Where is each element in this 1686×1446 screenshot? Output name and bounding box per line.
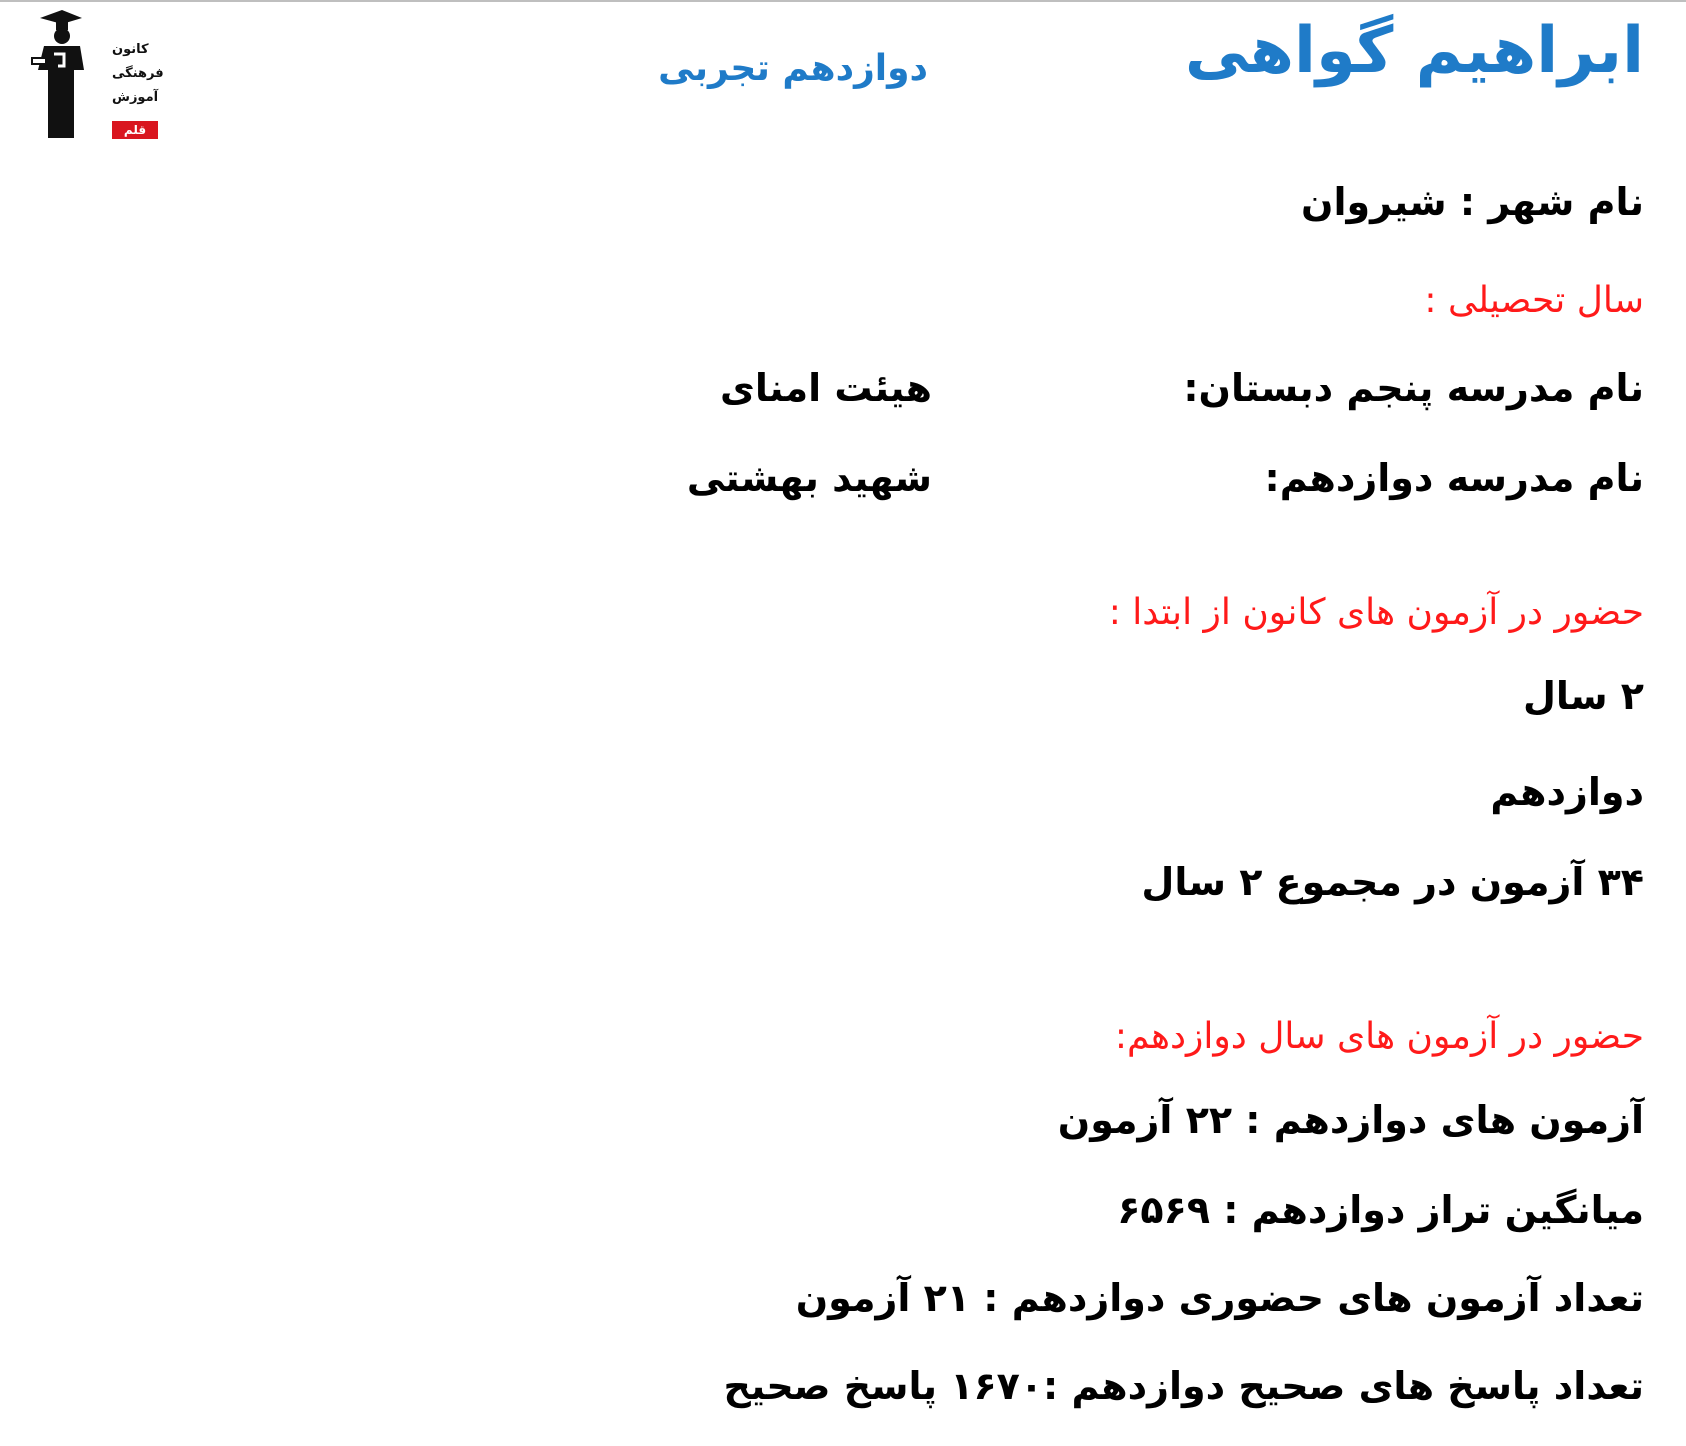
- logo-line-4: قلم چی: [112, 121, 158, 139]
- graduate-logo-icon: [30, 10, 85, 140]
- primary-school-label: نام مدرسه پنجم دبستان:: [1183, 366, 1644, 410]
- kanoon-grade: دوازدهم: [1490, 770, 1644, 814]
- twelfth-school-value: شهید بهشتی: [686, 456, 932, 500]
- twelfth-school-label: نام مدرسه دوازدهم:: [1264, 456, 1644, 500]
- kanoon-logo: [30, 10, 164, 155]
- twelfth-exams: آزمون های دوازدهم : ۲۲ آزمون: [1057, 1098, 1644, 1142]
- twelfth-stats-heading: حضور در آزمون های سال دوازدهم:: [1114, 1016, 1644, 1057]
- grade-title: دوازدهم تجربی: [658, 48, 928, 89]
- twelfth-avg-score: میانگین تراز دوازدهم : ۶۵۶۹: [1117, 1188, 1644, 1232]
- twelfth-correct-answers: تعداد پاسخ های صحیح دوازدهم :۱۶۷۰ پاسخ صحیح: [723, 1364, 1644, 1408]
- logo-line-3: آموزش: [112, 90, 159, 105]
- logo-line-2: فرهنگی: [112, 66, 164, 81]
- student-name: ابراهیم گواهی: [1184, 14, 1644, 88]
- primary-school-value: هیئت امنای: [720, 366, 932, 410]
- kanoon-years: ۲ سال: [1522, 674, 1644, 718]
- kanoon-total: ۳۴ آزمون در مجموع ۲ سال: [1141, 860, 1644, 904]
- academic-year-label: سال تحصیلی :: [1424, 280, 1644, 321]
- city-line: نام شهر : شیروان: [1301, 180, 1644, 224]
- logo-line-1: کانون: [112, 42, 149, 57]
- kanoon-history-heading: حضور در آزمون های کانون از ابتدا :: [1108, 592, 1644, 633]
- top-border: [0, 0, 1686, 2]
- twelfth-in-person: تعداد آزمون های حضوری دوازدهم : ۲۱ آزمون: [795, 1276, 1644, 1320]
